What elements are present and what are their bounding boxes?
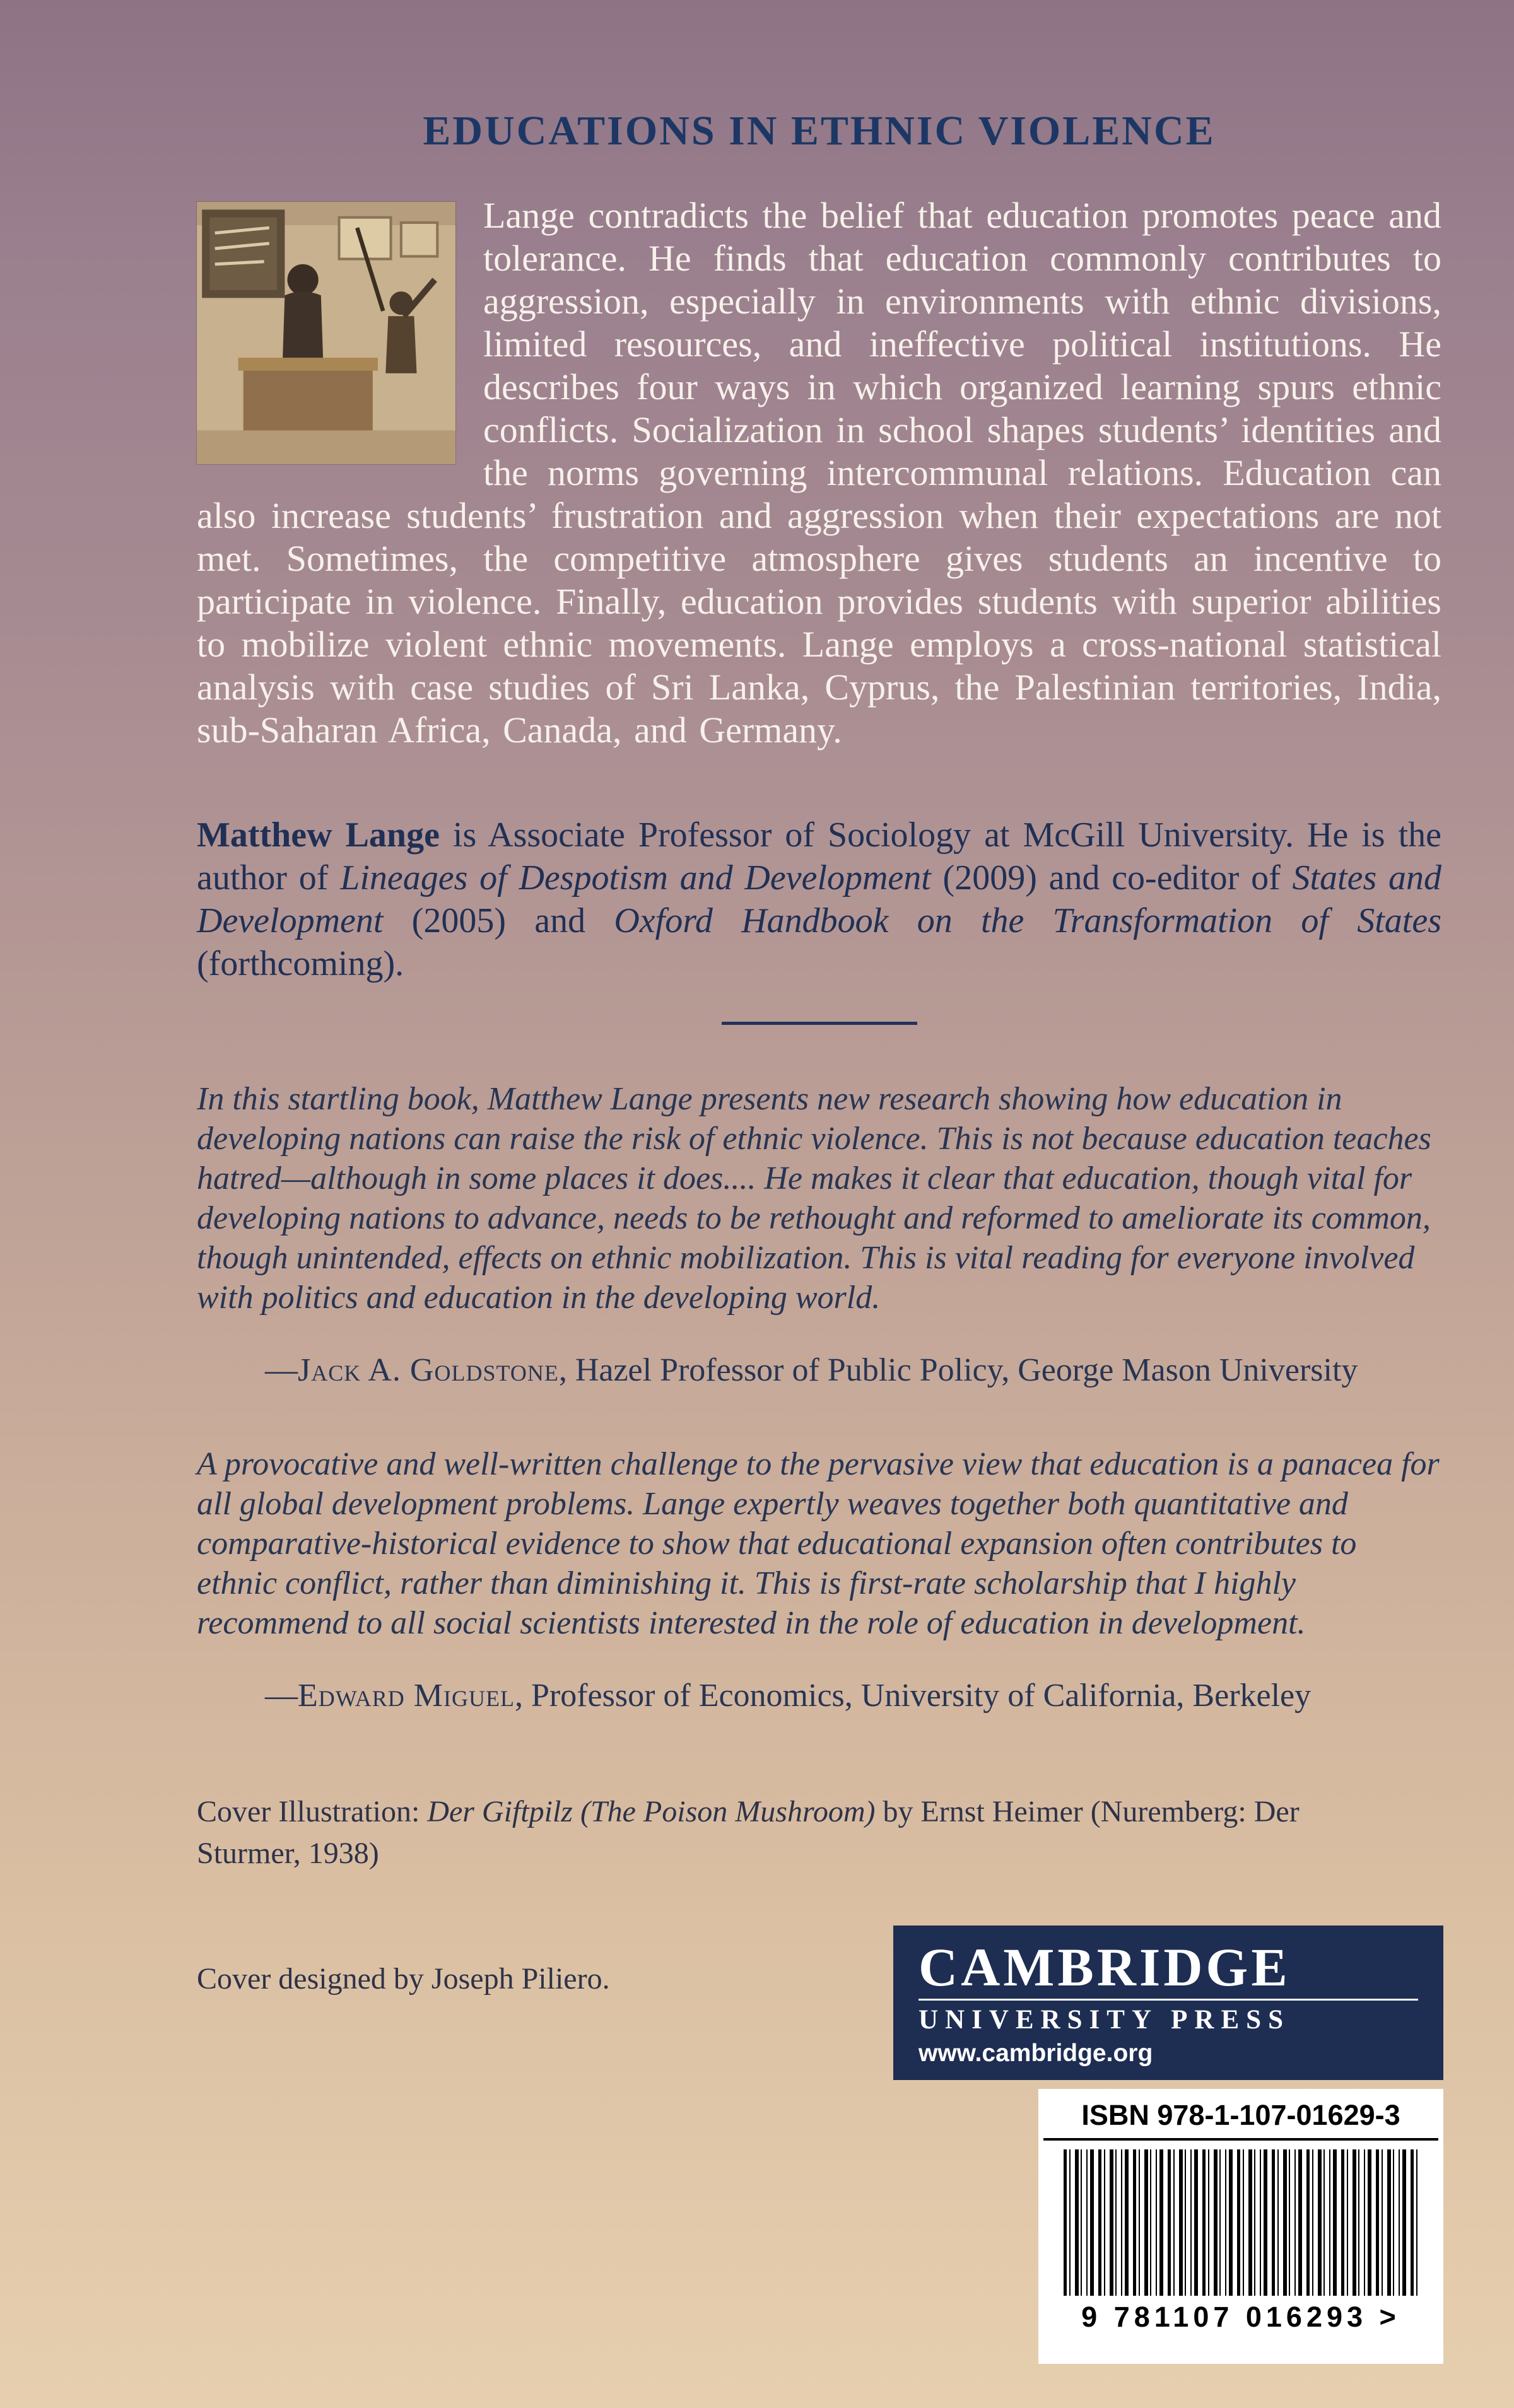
endorser-name: Edward Miguel <box>298 1678 515 1714</box>
em-dash: — <box>265 1352 298 1388</box>
book-title-states: States and Development <box>197 858 1441 940</box>
bio-text: (2005) and <box>383 901 614 940</box>
endorser-name: Jack A. Goldstone <box>298 1352 559 1388</box>
isbn-digits: 9 781107 016293 > <box>1081 2301 1400 2333</box>
synopsis-section <box>197 194 1441 752</box>
cover-illustration-thumbnail <box>197 202 455 464</box>
publisher-url: www.cambridge.org <box>918 2040 1153 2067</box>
barcode <box>1064 2149 1418 2296</box>
publisher-name: CAMBRIDGE <box>918 1937 1291 1997</box>
endorsement-quote-miguel: A provocative and well-written challenge to the pervasive view that education is a panacea for all global development problems. Lange expertly weaves together both quantitative and comparative-historical evidence to show that educational expansion often contributes to ethnic conflict, rather than diminishing it. This is first-rate scholarship that I highly recommend to all social scientists interested in the role of education in development. <box>197 1446 1440 1641</box>
author-name: Matthew Lange <box>197 815 440 855</box>
credit-text: by Ernst Heimer (Nuremberg: Der Sturmer, 1938) <box>197 1795 1300 1870</box>
page-title: EDUCATIONS IN ETHNIC VIOLENCE <box>423 108 1216 154</box>
credit-text: Cover Illustration: <box>197 1795 428 1828</box>
illustration-title: Der Giftpilz (The Poison Mushroom) <box>427 1795 876 1828</box>
isbn-block <box>1038 2089 1443 2364</box>
isbn-label: ISBN 978-1-107-01629-3 <box>1043 2098 1438 2141</box>
endorsement-quote-goldstone: In this startling book, Matthew Lange presents new research showing how education in developing nations can raise the risk of ethnic violence. This is not because education teaches hatred—although in some places it does.... He makes it clear that education, though vital for developing nations to advance, needs to be rethought and reformed to ameliorate its common, though unintended, effects on ethnic mobilization. This is vital reading for everyone involved with politics and education in the developing world. <box>197 1081 1431 1316</box>
book-title-oxford-handbook: Oxford Handbook on the Transformation of States <box>614 901 1442 940</box>
author-bio <box>197 814 1441 985</box>
bio-text: is Associate Professor of Sociology at McGill University. He is the author of <box>197 815 1441 897</box>
cover-illustration-credit <box>197 1791 1395 1874</box>
book-title-lineages: Lineages of Despotism and Development <box>340 858 931 897</box>
publisher-subtitle: UNIVERSITY PRESS <box>918 2005 1290 2035</box>
quote-attribution-miguel <box>197 1676 1441 1715</box>
endorser-role: , Professor of Economics, University of California, Berkeley <box>514 1678 1312 1714</box>
endorser-role: , Hazel Professor of Public Policy, George Mason University <box>558 1352 1358 1388</box>
cover-designer-credit: Cover designed by Joseph Piliero. <box>197 1962 610 1996</box>
synopsis-paragraph: Lange contradicts the belief that education promotes peace and tolerance. He finds that education commonly contributes to aggression, especially in environments with ethnic divisions, limited resources, and ineffective political institutions. He describes four ways in which organized learning spurs ethnic conflicts. Socialization in school shapes students’ identities and the norms governing intercommunal relations. Education can also increase students’ frustration and aggression when their expectations are not met. Sometimes, the competitive atmosphere gives students an incentive to participate in violence. Finally, education provides students with superior abilities to mobilize violent ethnic movements. Lange employs a cross-national statistical analysis with case studies of Sri Lanka, Cyprus, the Palestinian territories, India, sub-Saharan Africa, Canada, and Germany. <box>197 195 1441 751</box>
bio-text: (forthcoming). <box>197 944 404 983</box>
bio-text: (2009) and co-editor of <box>930 858 1293 897</box>
publisher-rule <box>918 1999 1418 2001</box>
cover-content <box>197 107 1441 1874</box>
section-divider <box>722 1022 917 1025</box>
em-dash: — <box>265 1678 298 1714</box>
classroom-illustration-icon <box>197 202 455 464</box>
quote-attribution-goldstone <box>197 1350 1441 1390</box>
publisher-logo-block <box>893 1926 1443 2080</box>
